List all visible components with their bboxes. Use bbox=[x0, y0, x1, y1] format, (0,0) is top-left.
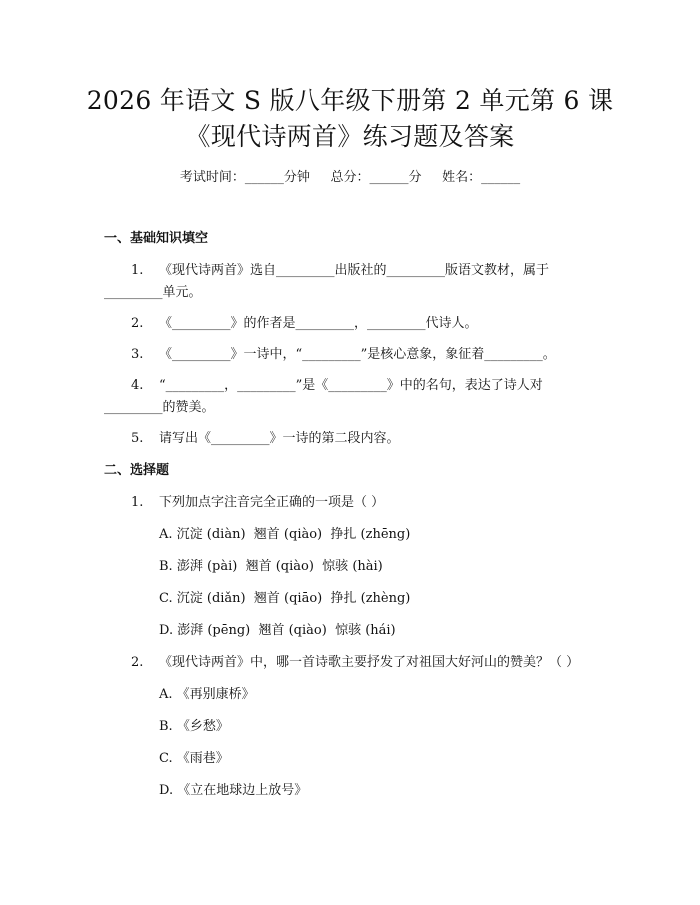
question-number: 2. bbox=[131, 655, 144, 670]
question-text: 请写出《_________》一诗的第二段内容。 bbox=[159, 431, 400, 446]
doc-title-line1: 2026 年语文 S 版八年级下册第 2 单元第 6 课 bbox=[86, 86, 614, 115]
question-text: “_________，_________”是《_________》中的名句，表达了诗人对 bbox=[159, 378, 543, 393]
choice-option-a: A. 《再别康桥》 bbox=[159, 687, 255, 702]
section-heading-multiple-choice: 二、选择题 bbox=[104, 463, 170, 478]
question-number: 2. bbox=[131, 316, 144, 331]
question-text: 《_________》的作者是_________，_________代诗人。 bbox=[159, 316, 478, 331]
choice-option-d: D. 澎湃 (pēng) 翘首 (qiào) 惊骇 (hái) bbox=[159, 623, 396, 638]
choice-option-c: C. 《雨巷》 bbox=[159, 751, 229, 766]
question-text: 《现代诗两首》中，哪一首诗歌主要抒发了对祖国大好河山的赞美？（ ） bbox=[159, 655, 580, 670]
question-number: 1. bbox=[131, 495, 144, 510]
choice-option-c: C. 沉淀 (diǎn) 翘首 (qiāo) 挣扎 (zhèng) bbox=[159, 591, 411, 606]
question-text: 下列加点字注音完全正确的一项是（ ） bbox=[159, 495, 385, 510]
question-number: 4. bbox=[131, 378, 144, 393]
choice-option-b: B. 《乡愁》 bbox=[159, 719, 229, 734]
choice-option-a: A. 沉淀 (diàn) 翘首 (qiào) 挣扎 (zhēng) bbox=[159, 527, 411, 542]
exam-meta: 考试时间：______分钟 总分：______分 姓名：______ bbox=[179, 170, 521, 185]
question-text: 《现代诗两首》选自_________出版社的_________版语文教材，属于 bbox=[159, 263, 550, 278]
question-text: 《_________》一诗中，“_________”是核心意象，象征着_________。 bbox=[159, 347, 556, 362]
question-number: 3. bbox=[131, 347, 144, 362]
choice-option-d: D. 《立在地球边上放号》 bbox=[159, 783, 308, 798]
question-text-continued: _________单元。 bbox=[104, 285, 202, 300]
question-number: 1. bbox=[131, 263, 144, 278]
choice-option-b: B. 澎湃 (pài) 翘首 (qiào) 惊骇 (hài) bbox=[159, 559, 383, 574]
question-text-continued: _________的赞美。 bbox=[104, 400, 215, 415]
doc-title-line2: 《现代诗两首》练习题及答案 bbox=[185, 122, 515, 151]
question-number: 5. bbox=[131, 431, 144, 446]
section-heading-fill-blank: 一、基础知识填空 bbox=[104, 231, 209, 246]
